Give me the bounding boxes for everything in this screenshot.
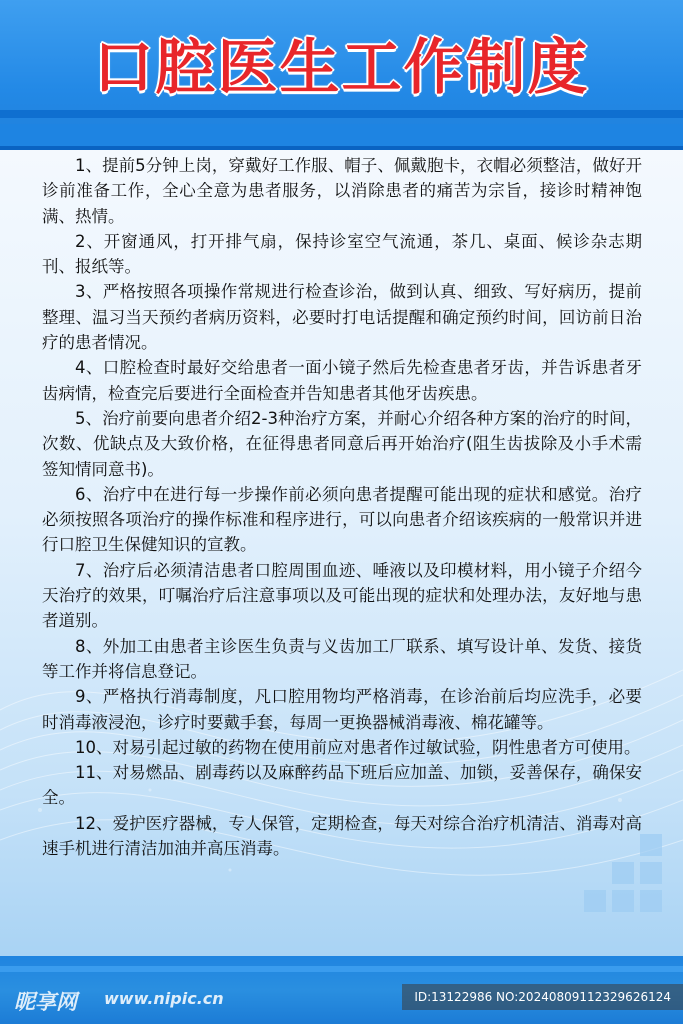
regulation-text <box>42 153 642 861</box>
regulation-item: 3、严格按照各项操作常规进行检查诊治，做到认真、细致、写好病历，提前整理、温习当天预约者病历资料，必要时打电话提醒和确定预约时间，回访前日治疗的患者情况。 <box>42 282 642 353</box>
footer-band <box>0 956 683 1024</box>
regulation-item: 7、治疗后必须清洁患者口腔周围血迹、唾液以及印模材料，用小镜子介绍今天治疗的效果，叮嘱治疗后注意事项以及可能出现的症状和处理办法，友好地与患者道别。 <box>42 560 642 631</box>
regulation-item: 10、对易引起过敏的药物在使用前应对患者作过敏试验，阴性患者方可使用。 <box>75 737 641 757</box>
header-band <box>0 0 683 150</box>
header-stripe <box>0 124 683 146</box>
footer-stripe <box>0 966 683 972</box>
poster-title: 口腔医生工作制度 <box>93 33 590 103</box>
regulation-item: 1、提前5分钟上岗，穿戴好工作服、帽子、佩戴胞卡，衣帽必须整洁，做好开诊前准备工作，全心全意为患者服务，以消除患者的痛苦为宗旨，接诊时精神饱满、热情。 <box>42 156 642 226</box>
regulation-item: 9、严格执行消毒制度，凡口腔用物均严格消毒，在诊治前后均应洗手，必要时消毒液浸泡，诊疗时要戴手套，每周一更换器械消毒液、棉花罐等。 <box>42 687 642 732</box>
regulation-item: 6、治疗中在进行每一步操作前必须向患者提醒可能出现的症状和感觉。治疗必须按照各项治疗的操作标准和程序进行，可以向患者介绍该疾病的一般常识并进行口腔卫生保健知识的宣教。 <box>42 484 642 555</box>
content-panel <box>0 150 683 956</box>
watermark-id: ID:13122986 NO:20240809112329626124 <box>402 984 683 1010</box>
regulation-item: 2、开窗通风，打开排气扇，保持诊室空气流通，茶几、桌面、候诊杂志期刊、报纸等。 <box>42 231 642 277</box>
watermark-logo: 昵享网 <box>14 990 77 1014</box>
regulation-item: 5、治疗前要向患者介绍2-3种治疗方案，并耐心介绍各种方案的治疗的时间，次数、优缺点及大致价格，在征得患者同意后再开始治疗(阻生齿拔除及小手术需签知情同意书)。 <box>42 408 642 479</box>
regulation-item: 12、爱护医疗器械，专人保管，定期检查，每天对综合治疗机清洁、消毒对高速手机进行清洁加油并高压消毒。 <box>42 813 642 859</box>
regulation-item: 4、口腔检查时最好交给患者一面小镜子然后先检查患者牙齿，并告诉患者牙齿病情，检查完后要进行全面检查并告知患者其他牙齿疾患。 <box>42 358 642 403</box>
regulation-item: 11、对易燃品、剧毒药以及麻醉药品下班后应加盖、加锁，妥善保存，确保安全。 <box>42 763 642 808</box>
regulation-item: 8、外加工由患者主诊医生负责与义齿加工厂联系、填写设计单、发货、接货等工作并将信息登记。 <box>42 636 642 681</box>
header-stripe <box>0 110 683 118</box>
watermark-url: www.nipic.cn <box>104 989 224 1008</box>
